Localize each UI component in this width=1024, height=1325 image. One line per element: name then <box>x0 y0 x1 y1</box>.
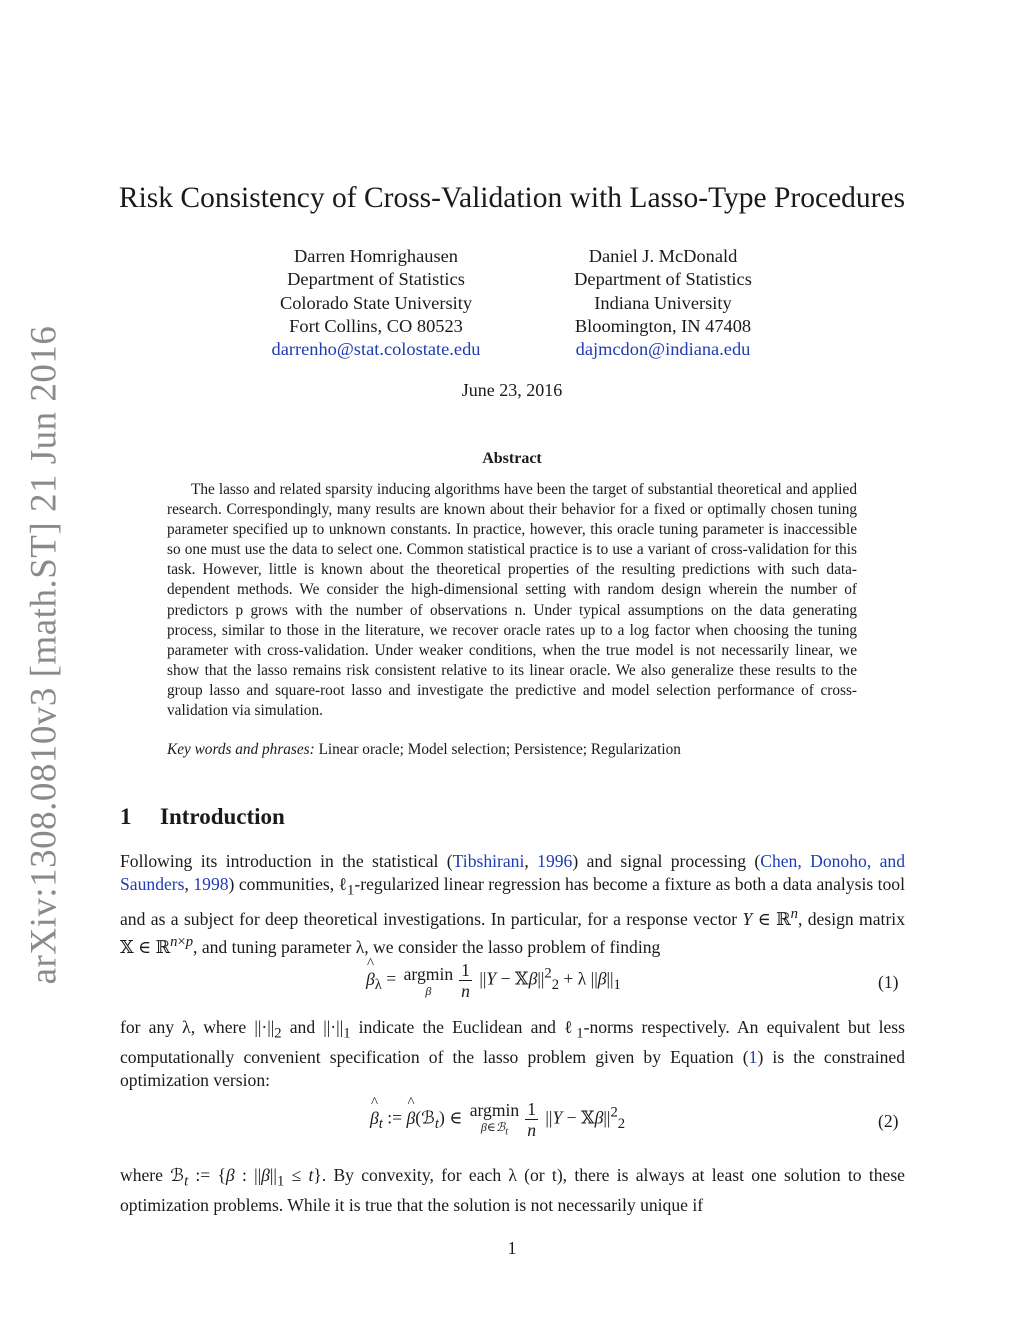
equation-1: ^ $\beta_\lambda$ = argmin β $\frac{1}{n}$ $||Y - 𝕏\beta||^2_2 + \lambda$ $||\beta||_1$ <box>366 960 621 1001</box>
intro-paragraph-1: Following its introduction in the statistical (Tibshirani, 1996) and signal processing (Chen, Donoho, and Saunders, 1998) communities, ℓ$_1$-regularized linear regression has become a fixture as both a data analysis tool and as a subject for deep theoretical investigations. In particular, for a response vector Y ∈ ℝ$^n$, design matrix 𝕏 ∈ ℝ$^{n\times p}$, and tuning parameter λ, we consider the lasso problem of finding <box>120 851 905 957</box>
author-block-2 <box>513 245 813 361</box>
citation-link[interactable]: Chen, Donoho, and Saunders <box>120 851 905 895</box>
equation-1-number: (1) <box>878 972 899 992</box>
section-heading <box>120 804 285 830</box>
author-block-1 <box>226 245 526 361</box>
intro-paragraph-3: where ℬ$_t$ := {β : $||\beta||_1 \le t$}. By convexity, for each λ (or t), there is always at least one solution to these optimization problems. While it is true that the solution is not necessarily unique if <box>120 1165 905 1215</box>
citation-link[interactable]: Tibshirani <box>452 851 525 871</box>
page-number: 1 <box>507 1238 517 1258</box>
keywords-line <box>167 740 857 760</box>
equation-2: ^ $\beta_t$ := ^ β(ℬ$_t$) ∈ argmin β∈ℬ$_t$ $\frac{1}{n}$ $||Y - 𝕏\beta||^2_2$ <box>370 1099 625 1140</box>
keywords-label: Key words and phrases: <box>167 741 315 758</box>
author-email-link[interactable]: dajmcdon@indiana.edu <box>575 339 751 360</box>
author-department: Department of Statistics <box>287 269 465 290</box>
author-university: Indiana University <box>594 292 732 313</box>
author-email-link[interactable]: darrenho@stat.colostate.edu <box>271 339 481 360</box>
equation-2-number: (2) <box>878 1111 899 1131</box>
intro-paragraph-2: for any λ, where $||\cdot||_2$ and $||\cdot||_1$ indicate the Euclidean and ℓ$_1$-norms respectively. An equivalent but less computationally convenient specification of the lasso problem given by Equation (1) is the constrained optimization version: <box>120 1017 905 1090</box>
section-title: Introduction <box>160 804 285 829</box>
author-location: Bloomington, IN 47408 <box>574 315 752 336</box>
author-name: Darren Homrighausen <box>294 246 458 266</box>
arxiv-stamp: arXiv:1308.0810v3 [math.ST] 21 Jun 2016 <box>23 325 65 985</box>
author-department: Department of Statistics <box>574 269 752 290</box>
author-location: Fort Collins, CO 80523 <box>289 315 463 336</box>
equation-reference-link[interactable]: 1 <box>748 1046 758 1067</box>
author-university: Colorado State University <box>279 292 473 313</box>
paper-title: Risk Consistency of Cross-Validation with Lasso-Type Procedures <box>118 182 906 214</box>
paper-date: June 23, 2016 <box>461 380 563 400</box>
citation-year-link[interactable]: 1996 <box>537 851 573 871</box>
keywords-text: Linear oracle; Model selection; Persistence; Regularization <box>318 741 681 758</box>
author-name: Daniel J. McDonald <box>588 246 738 266</box>
citation-year-link[interactable]: 1998 <box>193 874 229 895</box>
section-number: 1 <box>120 804 132 829</box>
abstract-body: The lasso and related sparsity inducing algorithms have been the target of substantial theoretical and applied research. Correspondingly, many results are known about their behavior for a fixed or optimally chosen tuning parameter specified up to unknown constants. In practice, however, this oracle tuning parameter is inaccessible so one must use the data to select one. Common statistical practice is to use a variant of cross-validation for this task. However, little is known about the theoretical properties of the resulting predictions with such data-dependent methods. We consider the high-dimensional setting with random design wherein the number of predictors p grows with the number of observations n. Under typical assumptions on the data generating process, similar to those in the literature, we recover oracle rates up to a log factor when choosing the tuning parameter with cross-validation. Under weaker conditions, when the true model is not necessarily linear, we show that the lasso remains risk consistent relative to its linear oracle. We also generalize these results to the group lasso and square-root lasso and investigate the predictive and model selection performance of cross-validation via simulation. <box>167 481 857 720</box>
abstract-heading: Abstract <box>482 450 542 467</box>
